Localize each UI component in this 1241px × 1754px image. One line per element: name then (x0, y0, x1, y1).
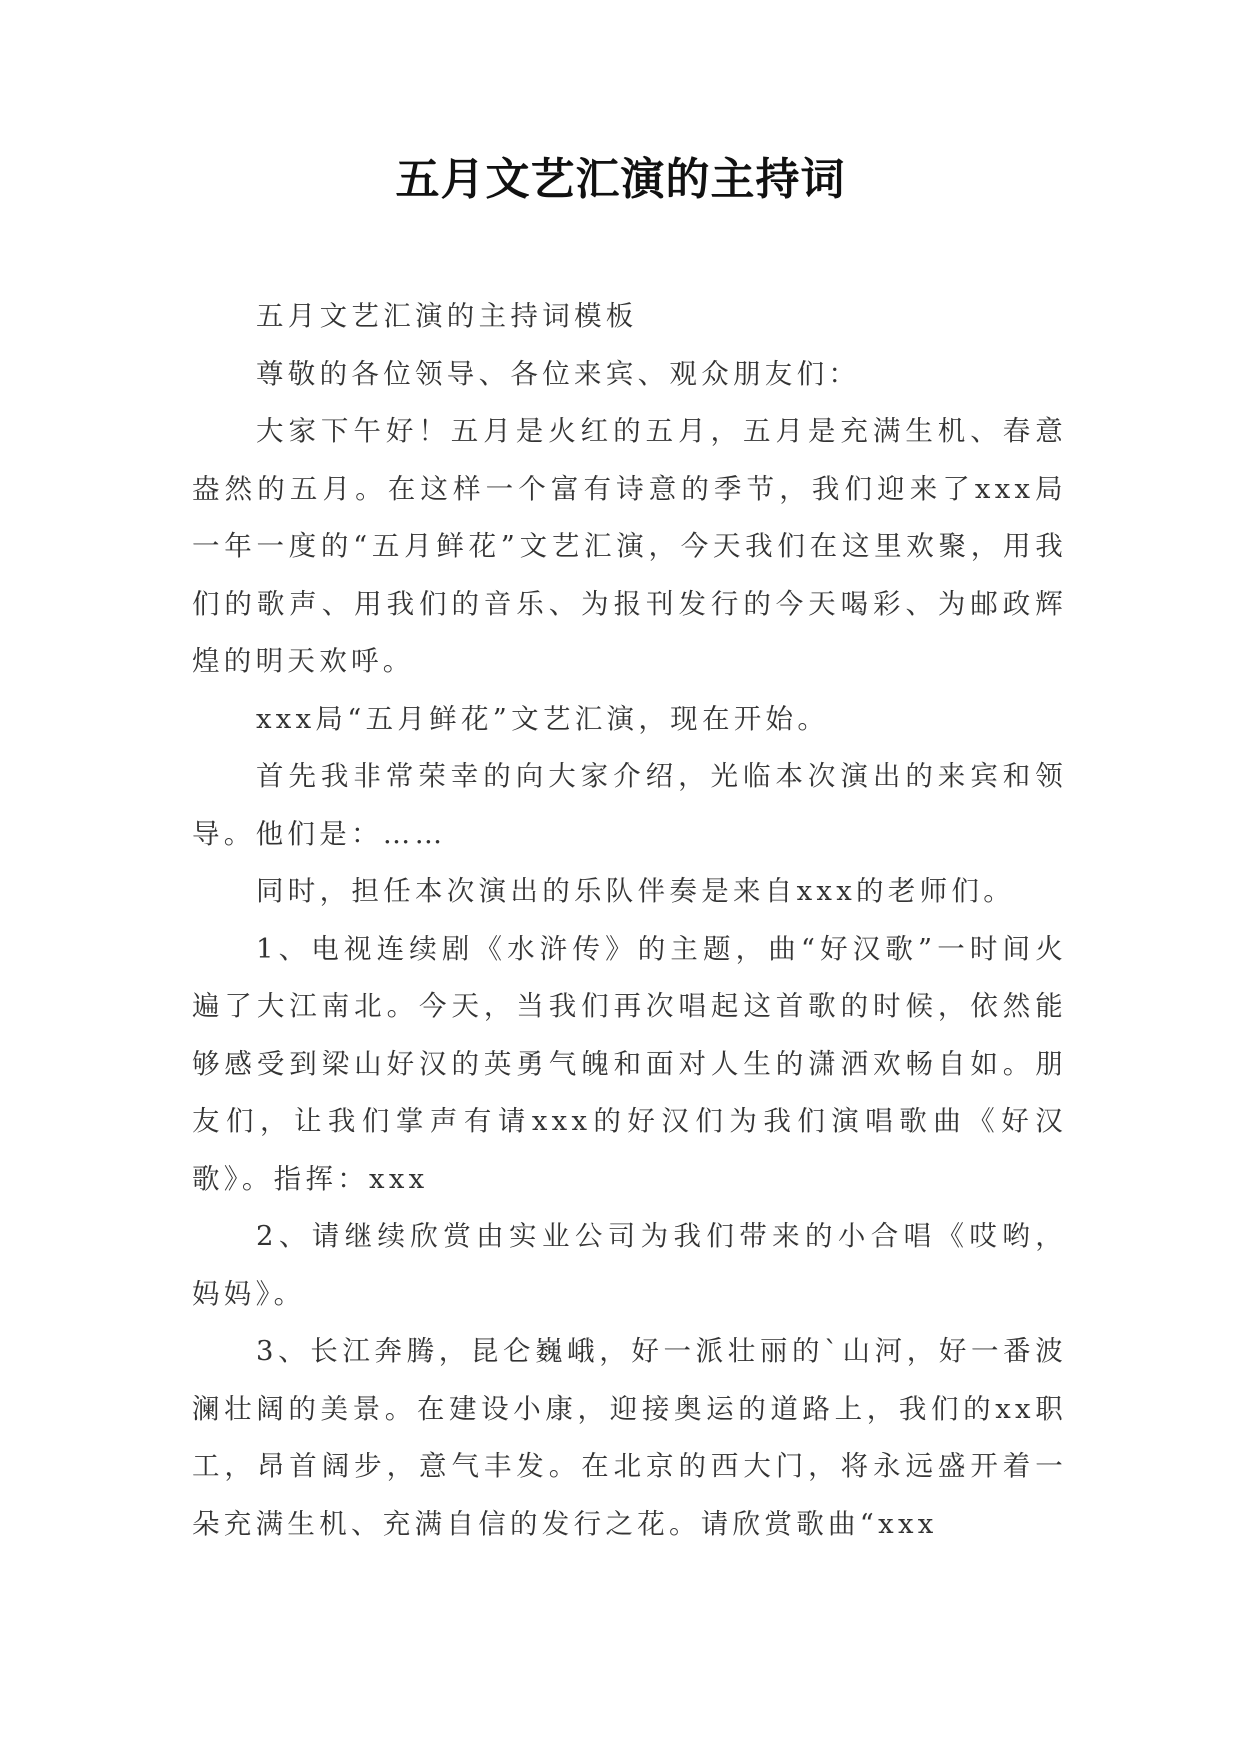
paragraph-template-heading: 五月文艺汇演的主持词模板 (256, 300, 638, 332)
paragraph-program-3: 3、长江奔腾，昆仑巍峨，好一派壮丽的`山河，好一番波澜壮阔的美景。在建设小康，迎接奥运的道路上，我们的xx职工，昂首阔步，意气丰发。在北京的西大门，将永远盛开着一朵充满生机、充满自信的发行之花。请欣赏歌曲“xxx (192, 1335, 1067, 1540)
paragraph-start-announcement: xxx局“五月鲜花”文艺汇演，现在开始。 (256, 702, 830, 735)
document-body (192, 288, 1067, 1553)
paragraph-opening: 大家下午好！五月是火红的五月，五月是充满生机、春意盎然的五月。在这样一个富有诗意的季节，我们迎来了xxx局一年一度的“五月鲜花”文艺汇演，今天我们在这里欢聚，用我们的歌声、用我们的音乐、为报刊发行的今天喝彩、为邮政辉煌的明天欢呼。 (192, 415, 1067, 677)
paragraph-greeting: 尊敬的各位领导、各位来宾、观众朋友们： (256, 357, 861, 390)
paragraph-guest-intro: 首先我非常荣幸的向大家介绍，光临本次演出的来宾和领导。他们是：…… (192, 760, 1067, 850)
document-title: 五月文艺汇演的主持词 (395, 154, 846, 205)
paragraph-band-intro: 同时，担任本次演出的乐队伴奏是来自xxx的老师们。 (256, 875, 1016, 907)
paragraph-program-2: 2、请继续欣赏由实业公司为我们带来的小合唱《哎哟，妈妈》。 (192, 1220, 1067, 1310)
paragraph-program-1: 1、电视连续剧《水浒传》的主题，曲“好汉歌”一时间火遍了大江南北。今天，当我们再次唱起这首歌的时候，依然能够感受到梁山好汉的英勇气魄和面对人生的潇洒欢畅自如。朋友们，让我们掌声有请xxx的好汉们为我们演唱歌曲《好汉歌》。指挥：xxx (192, 932, 1067, 1195)
